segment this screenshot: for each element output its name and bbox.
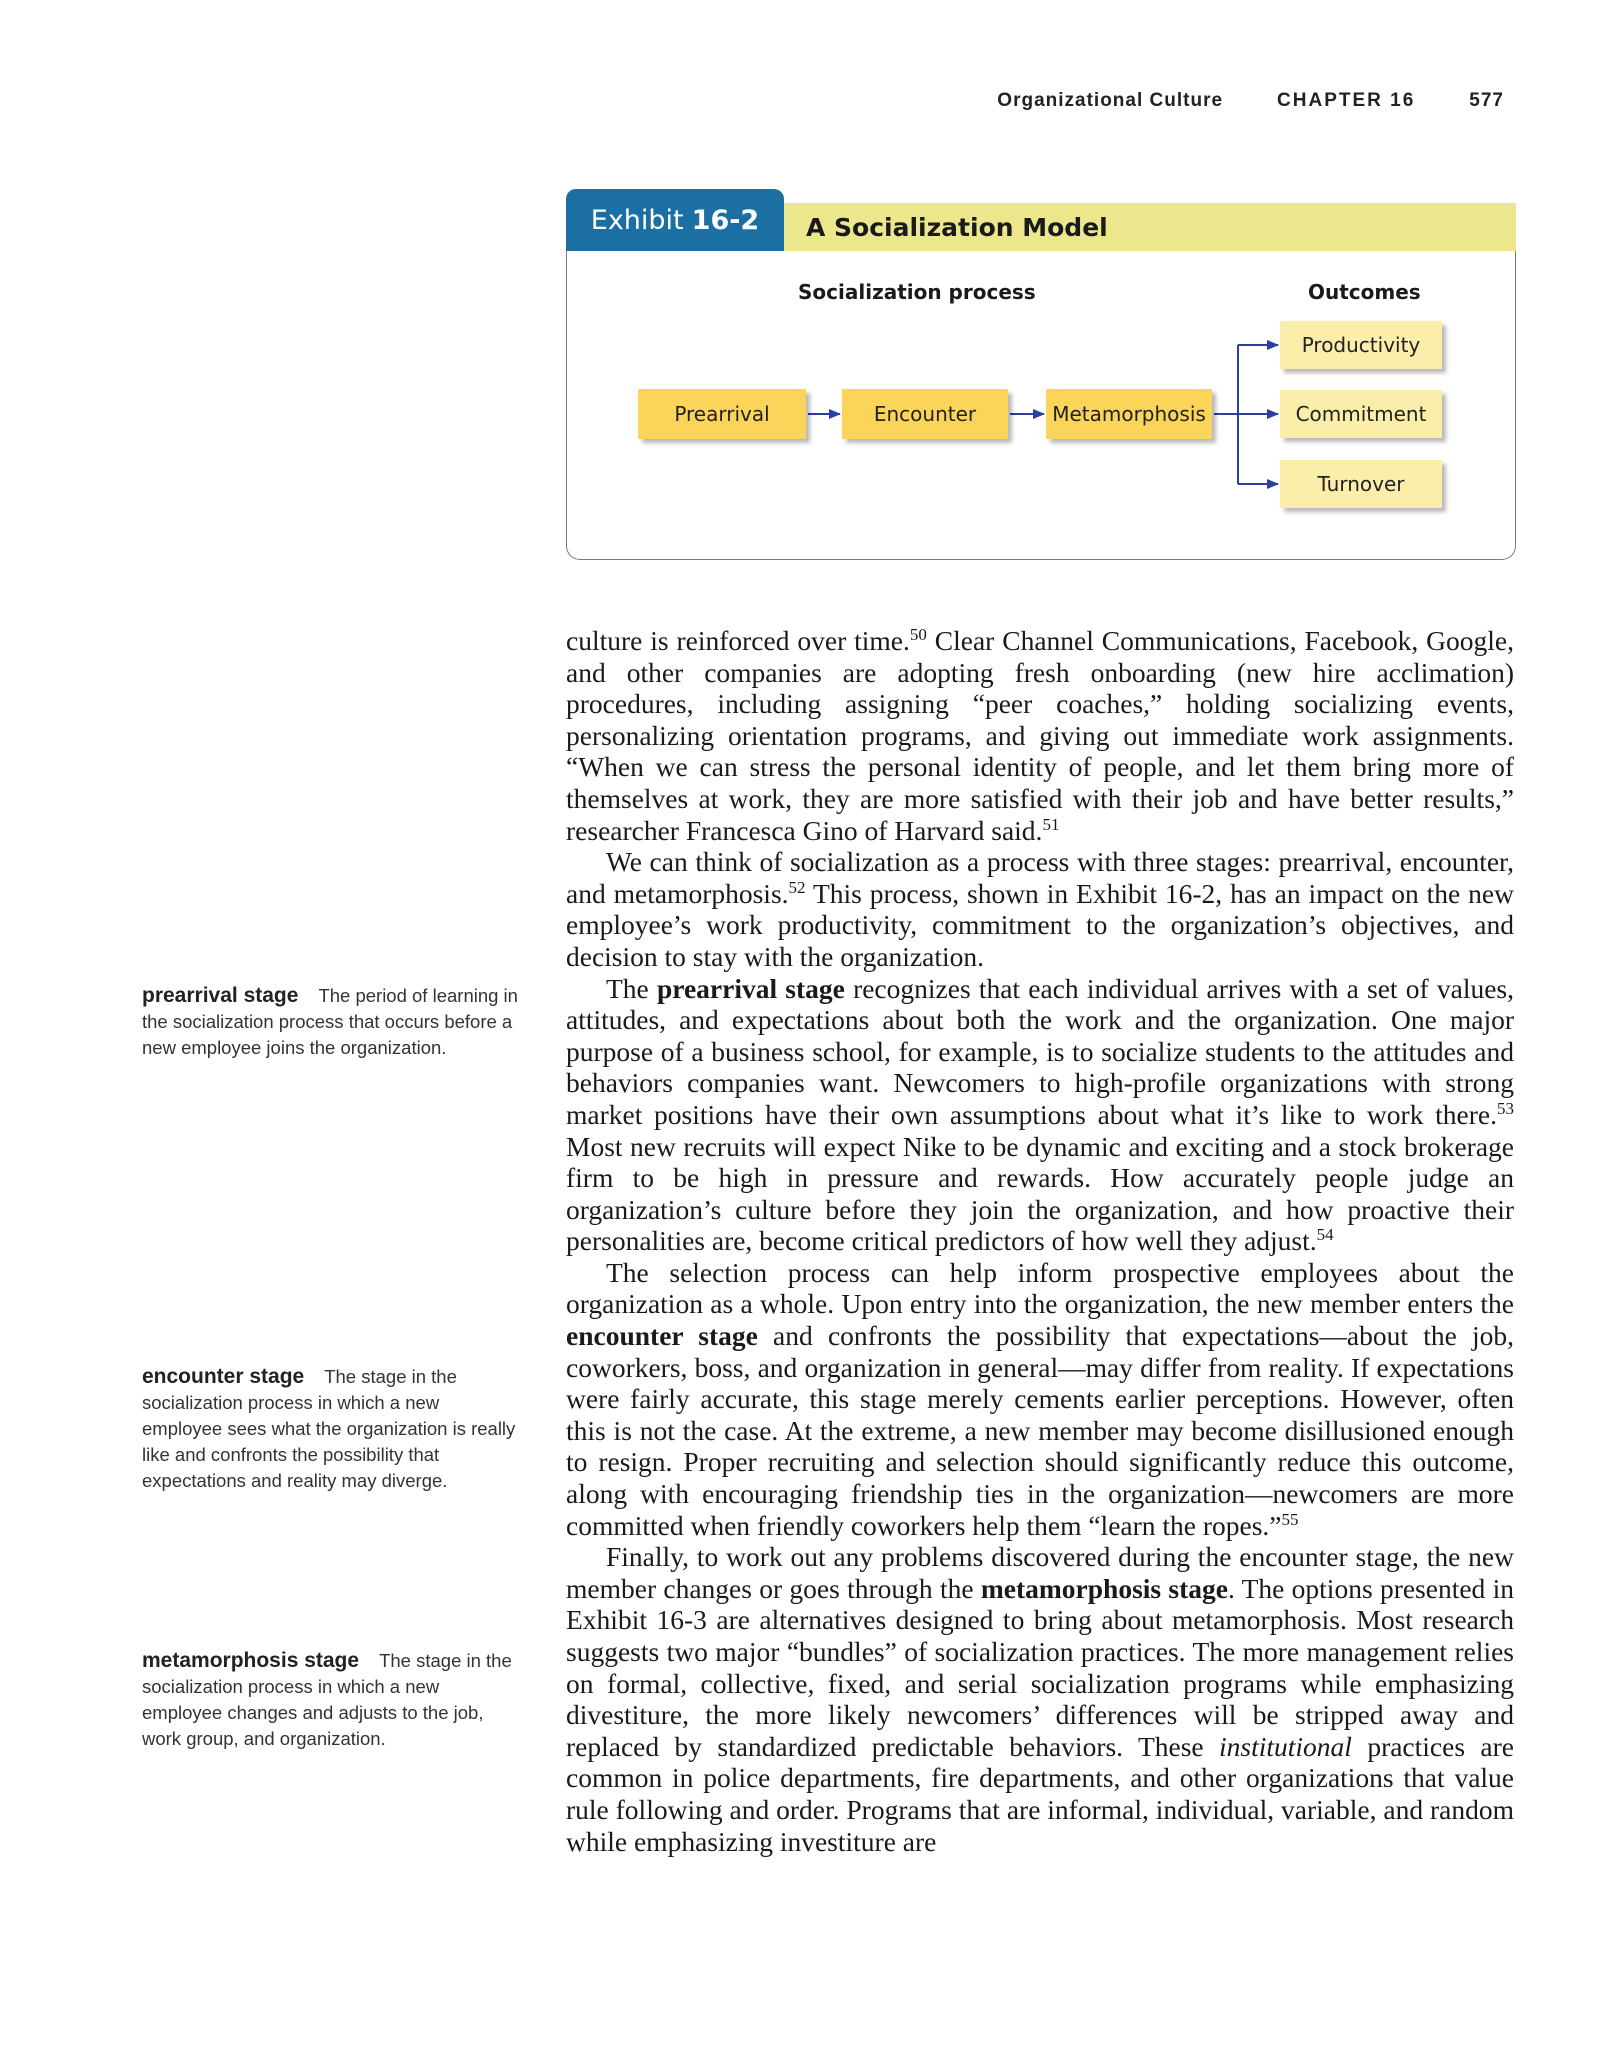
glossary-term: prearrival stage	[142, 984, 299, 1007]
outcome-turnover: Turnover	[1280, 460, 1442, 508]
running-head-chapter: CHAPTER 16	[1277, 90, 1416, 111]
exhibit-label: Exhibit	[590, 204, 684, 236]
key-term: prearrival stage	[656, 972, 845, 1004]
running-head-section: Organizational Culture	[997, 90, 1224, 111]
outcome-commitment: Commitment	[1280, 390, 1442, 438]
exhibit-number: 16-2	[691, 204, 760, 236]
paragraph: The prearrival stage recognizes that each individual arrives with a set of values, attitudes, and expectations about both the work and the organization. One major purpose of a business school, for example, is to socialize students to the attitudes and behaviors companies want. Newcomers to high-profile organizations with strong market positions have their own assumptions about what it’s like to work there.$^{53}$ Most new recruits will expect Nike to be dynamic and exciting and a stock brokerage firm to be high in pressure and rewards. How accurately people judge an organization’s culture before they join the organization, and how proactive their personalities are, become critical predictors of how well they adjust.$^{54}$	[566, 972, 1514, 1257]
glossary-definition: The stage in the socialization process in which a new employee sees what the organization is really like and confronts the possibility that expectations and reality may diverge.	[142, 1366, 516, 1491]
footnote-ref: 53	[1497, 1098, 1514, 1118]
exhibit-16-2	[566, 189, 1516, 561]
paragraph: The selection process can help inform prospective employees about the organization as a whole. Upon entry into the organization, the new member enters the encounter stage and confronts the possibility that expectations—about the job, coworkers, boss, and organization in general—may differ from reality. If expectations were fairly accurate, this stage merely cements earlier perceptions. However, often this is not the case. At the extreme, a new member may become disillusioned enough to resign. Proper recruiting and selection should significantly reduce this outcome, along with encouraging friendship ties in the organization—newcomers are more committed when friendly coworkers help them “learn the ropes.”$^{55}$	[566, 1256, 1514, 1541]
paragraph: culture is reinforced over time.$^{50}$ Clear Channel Communications, Facebook, Google, and other companies are adopting fresh onboarding (new hire acclimation) procedures, including assigning “peer coaches,” holding socializing events, personalizing orientation programs, and giving out immediate work assignments. “When we can stress the personal identity of people, and let them bring more of themselves at work, they are more satisfied with their job and have better results,” researcher Francesca Gino of Harvard said.$^{51}$	[566, 625, 1514, 846]
stage-prearrival: Prearrival	[638, 389, 806, 439]
stage-metamorphosis: Metamorphosis	[1046, 389, 1212, 439]
key-term: metamorphosis stage	[980, 1572, 1228, 1604]
glossary-term: metamorphosis stage	[142, 1649, 360, 1672]
running-head	[560, 90, 1504, 112]
footnote-ref: 52	[788, 877, 806, 897]
footnote-ref: 50	[909, 625, 927, 644]
exhibit-title: A Socialization Model	[784, 203, 1516, 251]
outcomes-heading: Outcomes	[1308, 280, 1421, 304]
glossary-encounter	[142, 1364, 522, 1494]
paragraph: Finally, to work out any problems discovered during the encounter stage, the new member changes or goes through the metamorphosis stage. The options presented in Exhibit 16-3 are alternatives designed to bring about metamorphosis. Most research suggests two major “bundles” of socialization practices. The more management relies on formal, collective, fixed, and serial socialization programs while emphasizing divestiture, the more likely newcomers’ differences will be stripped away and replaced by standardized predictable behaviors. These institutional practices are common in police departments, fire departments, and other organizations that value rule following and order. Programs that are informal, individual, variable, and random while emphasizing investiture are	[566, 1541, 1514, 1857]
footnote-ref: 55	[1281, 1509, 1299, 1529]
process-heading: Socialization process	[798, 280, 1036, 304]
key-term: encounter stage	[566, 1320, 758, 1352]
paragraph: We can think of socialization as a process with three stages: prearrival, encounter, and metamorphosis.$^{52}$ This process, shown in Exhibit 16-2, has an impact on the new employee’s work productivity, commitment to the organization’s objectives, and decision to stay with the organization.	[566, 846, 1514, 972]
outcome-productivity: Productivity	[1280, 321, 1442, 369]
page-number: 577	[1469, 90, 1504, 111]
footnote-ref: 51	[1042, 814, 1060, 834]
glossary-definition: The period of learning in the socialization process that occurs before a new employee joins the organization.	[142, 985, 518, 1058]
body-text	[566, 625, 1514, 1857]
glossary-definition: The stage in the socialization process in which a new employee changes and adjusts to the job, work group, and organization.	[142, 1650, 512, 1749]
glossary-metamorphosis	[142, 1648, 522, 1752]
glossary-prearrival	[142, 983, 522, 1061]
footnote-ref: 54	[1316, 1225, 1334, 1245]
glossary-term: encounter stage	[142, 1365, 305, 1388]
emphasis: institutional	[1219, 1730, 1352, 1762]
stage-encounter: Encounter	[842, 389, 1008, 439]
